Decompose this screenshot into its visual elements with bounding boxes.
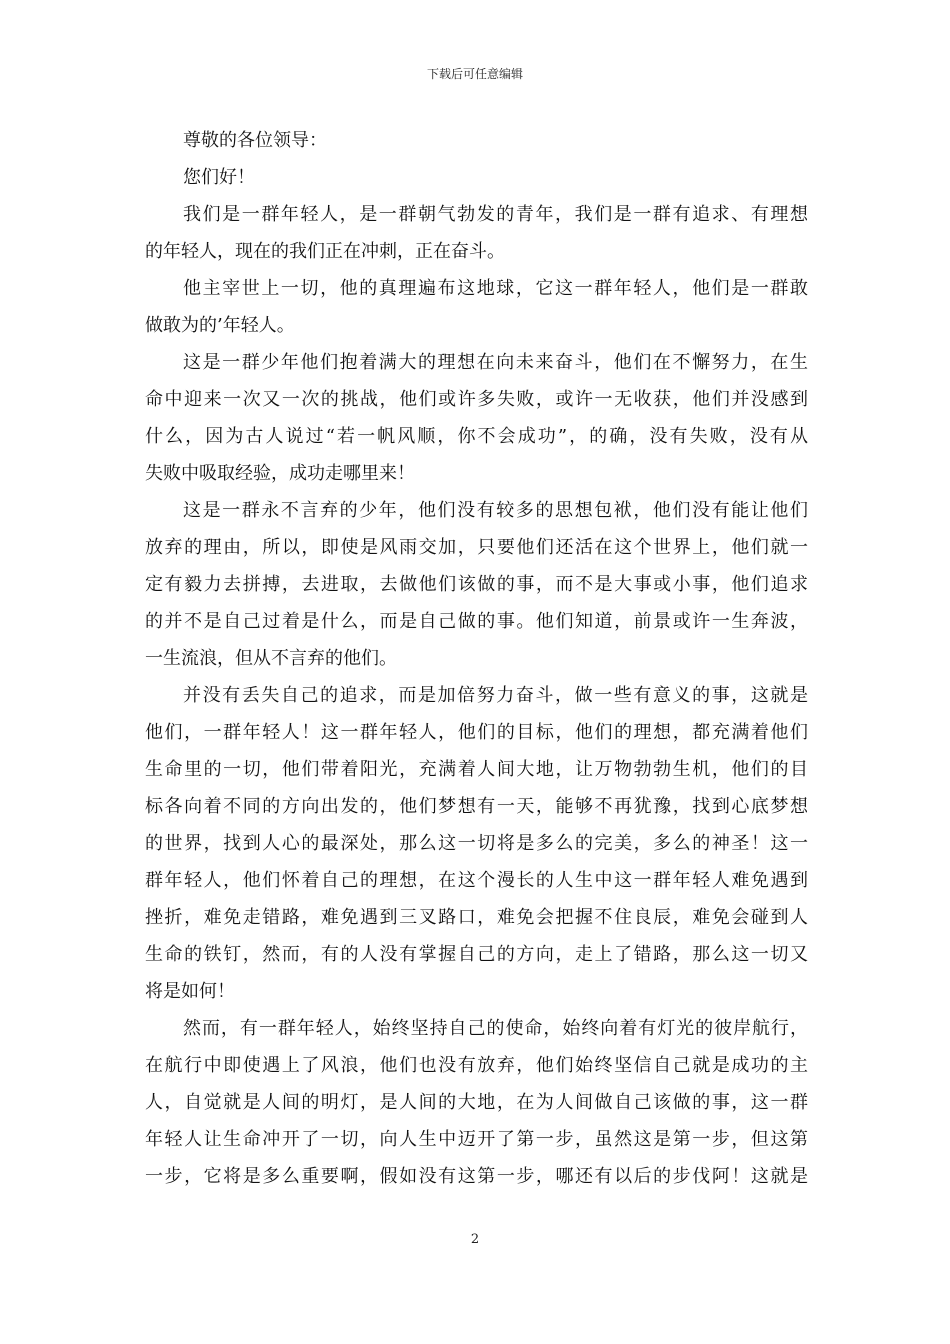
text-line: 然而，有一群年轻人，始终坚持自己的使命，始终向着有灯光的彼岸航行， [183,1018,808,1039]
text-line: 在航行中即使遇上了风浪，他们也没有放弃，他们始终坚信自己就是成功的主 [145,1055,808,1076]
text-line: 命中迎来一次又一次的挑战，他们或许多失败，或许一无收获，他们并没感到 [145,389,808,410]
text-line: 的年轻人，现在的我们正在冲刺，正在奋斗。 [145,241,505,262]
text-line: 我们是一群年轻人，是一群朝气勃发的青年，我们是一群有追求、有理想 [183,204,808,225]
text-line: 他主宰世上一切，他的真理遍布这地球，它这一群年轻人，他们是一群敢 [183,278,808,299]
document-body [145,122,808,1195]
page-header: 下载后可任意编辑 [426,67,523,81]
text-line: 并没有丢失自己的追求，而是加倍努力奋斗，做一些有意义的事，这就是 [183,685,808,706]
text-line: 什么，因为古人说过“若一帆风顺，你不会成功”，的确，没有失败，没有从 [145,426,808,447]
text-line: 的并不是自己过着是什么，而是自己做的事。他们知道，前景或许一生奔波， [145,611,808,632]
text-line: 的世界，找到人心的最深处，那么这一切将是多么的完美，多么的神圣！这一 [145,833,808,854]
text-line: 定有毅力去拼搏，去进取，去做他们该做的事，而不是大事或小事，他们追求 [145,574,808,595]
text-line: 这是一群少年他们抱着满大的理想在向未来奋斗，他们在不懈努力，在生 [183,352,808,373]
text-line: 生命里的一切，他们带着阳光，充满着人间大地，让万物勃勃生机，他们的目 [145,759,808,780]
page-number: 2 [470,1232,480,1247]
text-line: 一生流浪，但从不言弃的他们。 [145,648,397,669]
text-line: 放弃的理由，所以，即使是风雨交加，只要他们还活在这个世界上，他们就一 [145,537,808,558]
text-line: 您们好！ [183,167,255,188]
text-line: 将是如何！ [145,981,235,1002]
text-line: 群年轻人，他们怀着自己的理想，在这个漫长的人生中这一群年轻人难免遇到 [145,870,808,891]
text-line: 失败中吸取经验，成功走哪里来！ [145,463,415,484]
text-line: 年轻人让生命冲开了一切，向人生中迈开了第一步，虽然这是第一步，但这第 [145,1129,808,1150]
text-line: 一步，它将是多么重要啊，假如没有这第一步，哪还有以后的步伐阿！这就是 [145,1166,808,1187]
text-line: 尊敬的各位领导： [183,130,327,151]
text-line: 标各向着不同的方向出发的，他们梦想有一天，能够不再犹豫，找到心底梦想 [145,796,808,817]
text-line: 这是一群永不言弃的少年，他们没有较多的思想包袱，他们没有能让他们 [183,500,808,521]
text-line: 做敢为的’年轻人。 [145,315,295,336]
text-line: 他们，一群年轻人！这一群年轻人，他们的目标，他们的理想，都充满着他们 [145,722,808,743]
text-line: 生命的铁钉，然而，有的人没有掌握自己的方向，走上了错路，那么这一切又 [145,944,808,965]
text-line: 人，自觉就是人间的明灯，是人间的大地，在为人间做自己该做的事，这一群 [145,1092,808,1113]
text-line: 挫折，难免走错路，难免遇到三叉路口，难免会把握不住良辰，难免会碰到人 [145,907,808,928]
